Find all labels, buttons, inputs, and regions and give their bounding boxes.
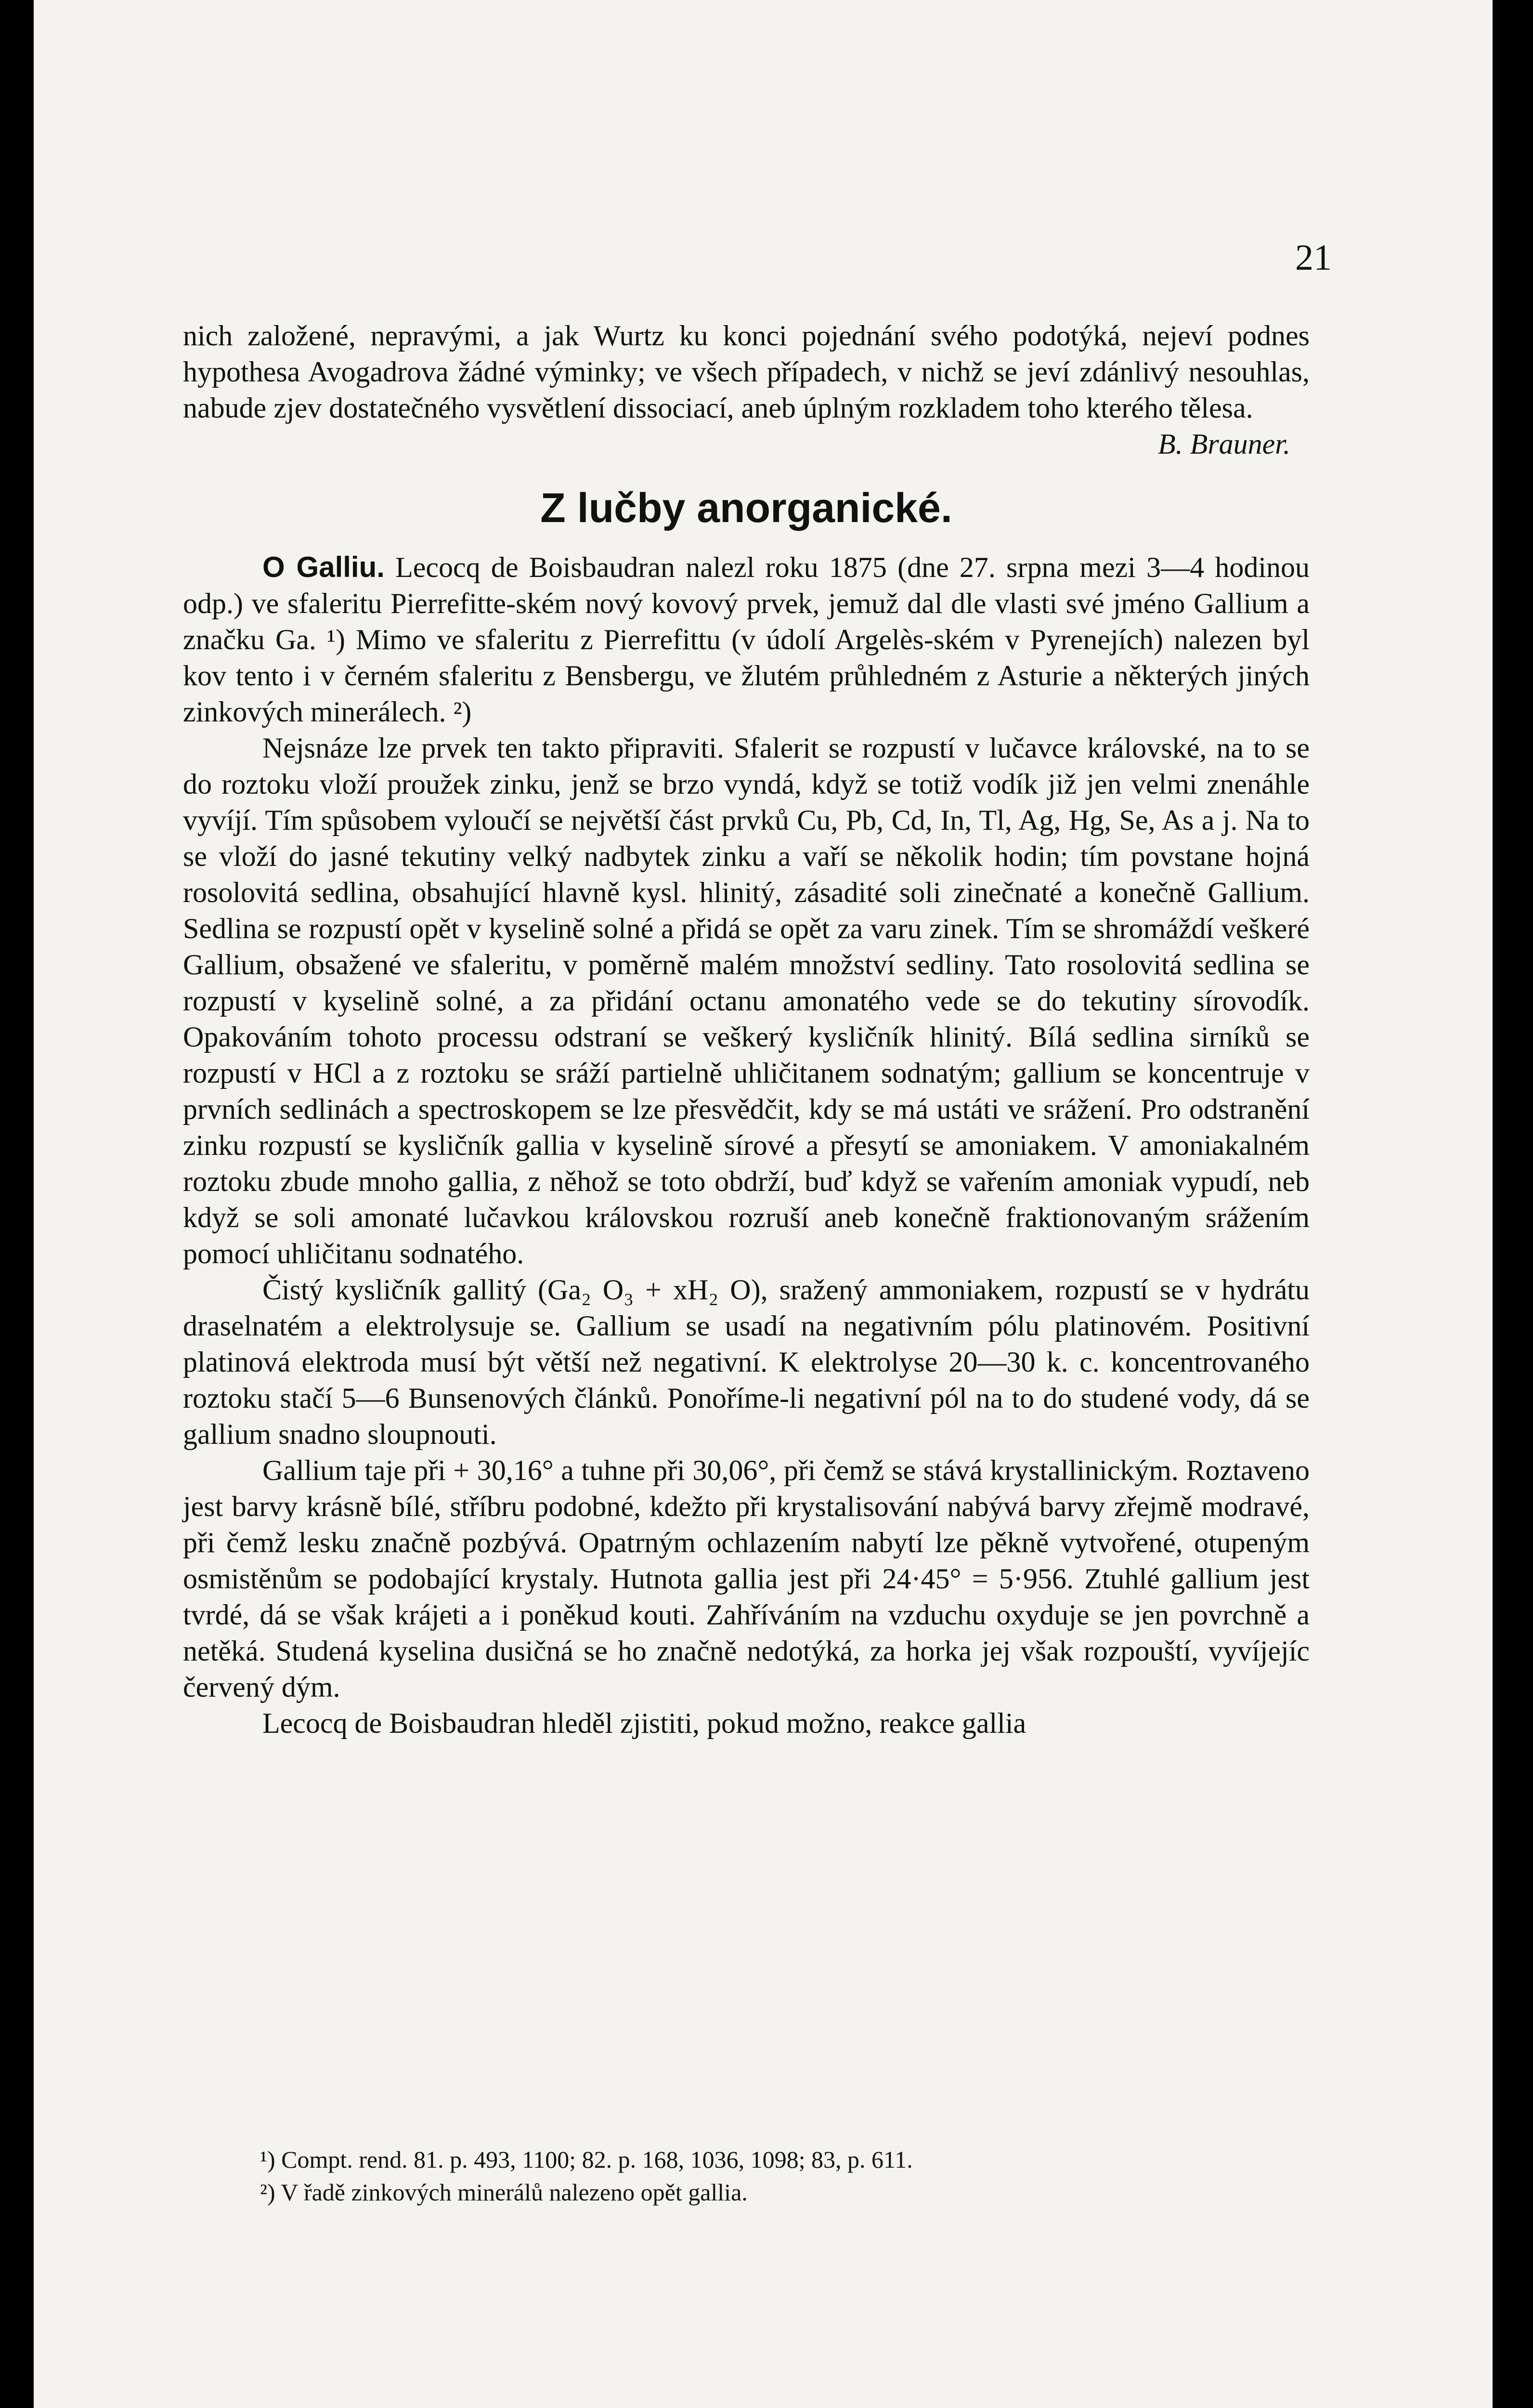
document-page xyxy=(34,0,1493,2408)
footnote-1: ¹) Compt. rend. 81. p. 493, 1100; 82. p. 168, 1036, 1098; 83, p. 611. xyxy=(260,2146,913,2173)
footnotes xyxy=(260,2143,1310,2209)
lead-title: O Galliu. xyxy=(262,551,385,583)
paragraph-preparation: Nejsnáze lze prvek ten takto připraviti. Sfalerit se rozpustí v lučavce královské, na to se do roztoku vloží proužek zinku, jenž se brzo vyndá, když se totiž vodík již jen velmi znenáhle vyvíjí. Tím spůsobem vyloučí se největší část prvků Cu, Pb, Cd, In, Tl, Ag, Hg, Se, As a j. Na to se vloží do jasné tekutiny velký nadbytek zinku a vaří se několik hodin; tím povstane hojná rosolovitá sedlina, obsahující hlavně kysl. hlinitý, zásadité soli zinečnaté a konečně Gallium. Sedlina se rozpustí opět v kyselině solné a přidá se opět za varu zinek. Tím se shromáždí veškeré Gallium, obsažené ve sfaleritu, v poměrně malém množství sedliny. Tato rosolovitá sedlina se rozpustí v kyselině solné, a za přidání octanu amonatého vede se do tekutiny sírovodík. Opakováním tohoto processu odstraní se veškerý kysličník hlinitý. Bílá sedlina sirníků se rozpustí v HCl a z roztoku se sráží partielně uhličitanem sodnatým; gallium se koncentruje v prvních sedlinách a spectroskopem se lze přesvědčit, kdy se má ustáti ve srážení. Pro odstranění zinku rozpustí se kysličník gallia v kyselině sírové a přesytí se amoniakem. V amoniakalném roztoku zbude mnoho gallia, z něhož se toto obdrží, buď když se vařením amoniak vypudí, neb když se soli amonaté lučavkou královskou rozruší aneb konečně fraktionovaným srážením pomocí uhličitanu sodnatého. xyxy=(183,732,1310,1269)
paragraph-electrolysis: Čistý kysličník gallitý (Ga₂ O₃ + xH₂ O), sražený ammoniakem, rozpustí se v hydrátu draselnatém a elektrolysuje se. Gallium se usadí na negativním pólu platinovém. Positivní platinová elektroda musí být větší než negativní. K elektrolyse 20—30 k. c. koncentrovaného roztoku stačí 5—6 Bunsenových článků. Ponoříme-li negativní pól na to do studené vody, dá se gallium snadno sloupnouti. xyxy=(183,1274,1310,1450)
footnote-2: ²) V řadě zinkových minerálů nalezeno opět gallia. xyxy=(260,2179,748,2206)
paragraph-intro: nich založené, nepravými, a jak Wurtz ku konci pojednání svého podotýká, nejeví podnes hypothesa Avogadrova žádné výminky; ve všech případech, v nichž se jeví zdánlivý nesouhlas, nabude zjev dostatečného vysvětlení dissociací, aneb úplným rozkladem toho kterého tělesa. xyxy=(183,320,1310,424)
paragraph-reactions: Lecocq de Boisbaudran hleděl zjistiti, pokud možno, reakce gallia xyxy=(262,1707,1026,1739)
author-signature: B. Brauner. xyxy=(1158,428,1290,460)
section-title: Z lučby anorganické. xyxy=(540,485,952,531)
paragraph-1-text: Lecocq de Boisbaudran nalezl roku 1875 (dne 27. srpna mezi 3—4 hodinou odp.) ve sfaleritu Pierrefitte-ském nový kovový prvek, jemuž dal dle vlasti své jméno Gallium a značku Ga. ¹) Mimo ve sfaleritu z Pierrefittu (v údolí Argelès-ském v Pyrenejích) nalezen byl kov tento i v černém sfaleritu z Bensbergu, ve žlutém průhledném z Asturie a některých jiných zinkových minerálech. ²) xyxy=(183,551,1310,728)
paragraph-properties: Gallium taje při + 30,16° a tuhne při 30,06°, při čemž se stává krystallinickým. Roztaveno jest barvy krásně bílé, stříbru podobné, kdežto při krystalisování nabývá barvy zřejmě modravé, při čemž lesku značně pozbývá. Opatrným ochlazením nabytí lze pěkně vytvořené, otupeným osmistěnům se podobající krystaly. Hutnota gallia jest při 24·45° = 5·956. Ztuhlé gallium jest tvrdé, dá se však krájeti a i poněkud kouti. Zahříváním na vzduchu oxyduje se jen povrchně a netěká. Studená kyselina dusičná se ho značně nedotýká, za horka jej však rozpouští, vyvíjejíc červený dým. xyxy=(183,1454,1310,1703)
paragraph-gallium-discovery xyxy=(183,549,1310,730)
body-text xyxy=(183,318,1310,1741)
page-number: 21 xyxy=(1295,237,1332,278)
